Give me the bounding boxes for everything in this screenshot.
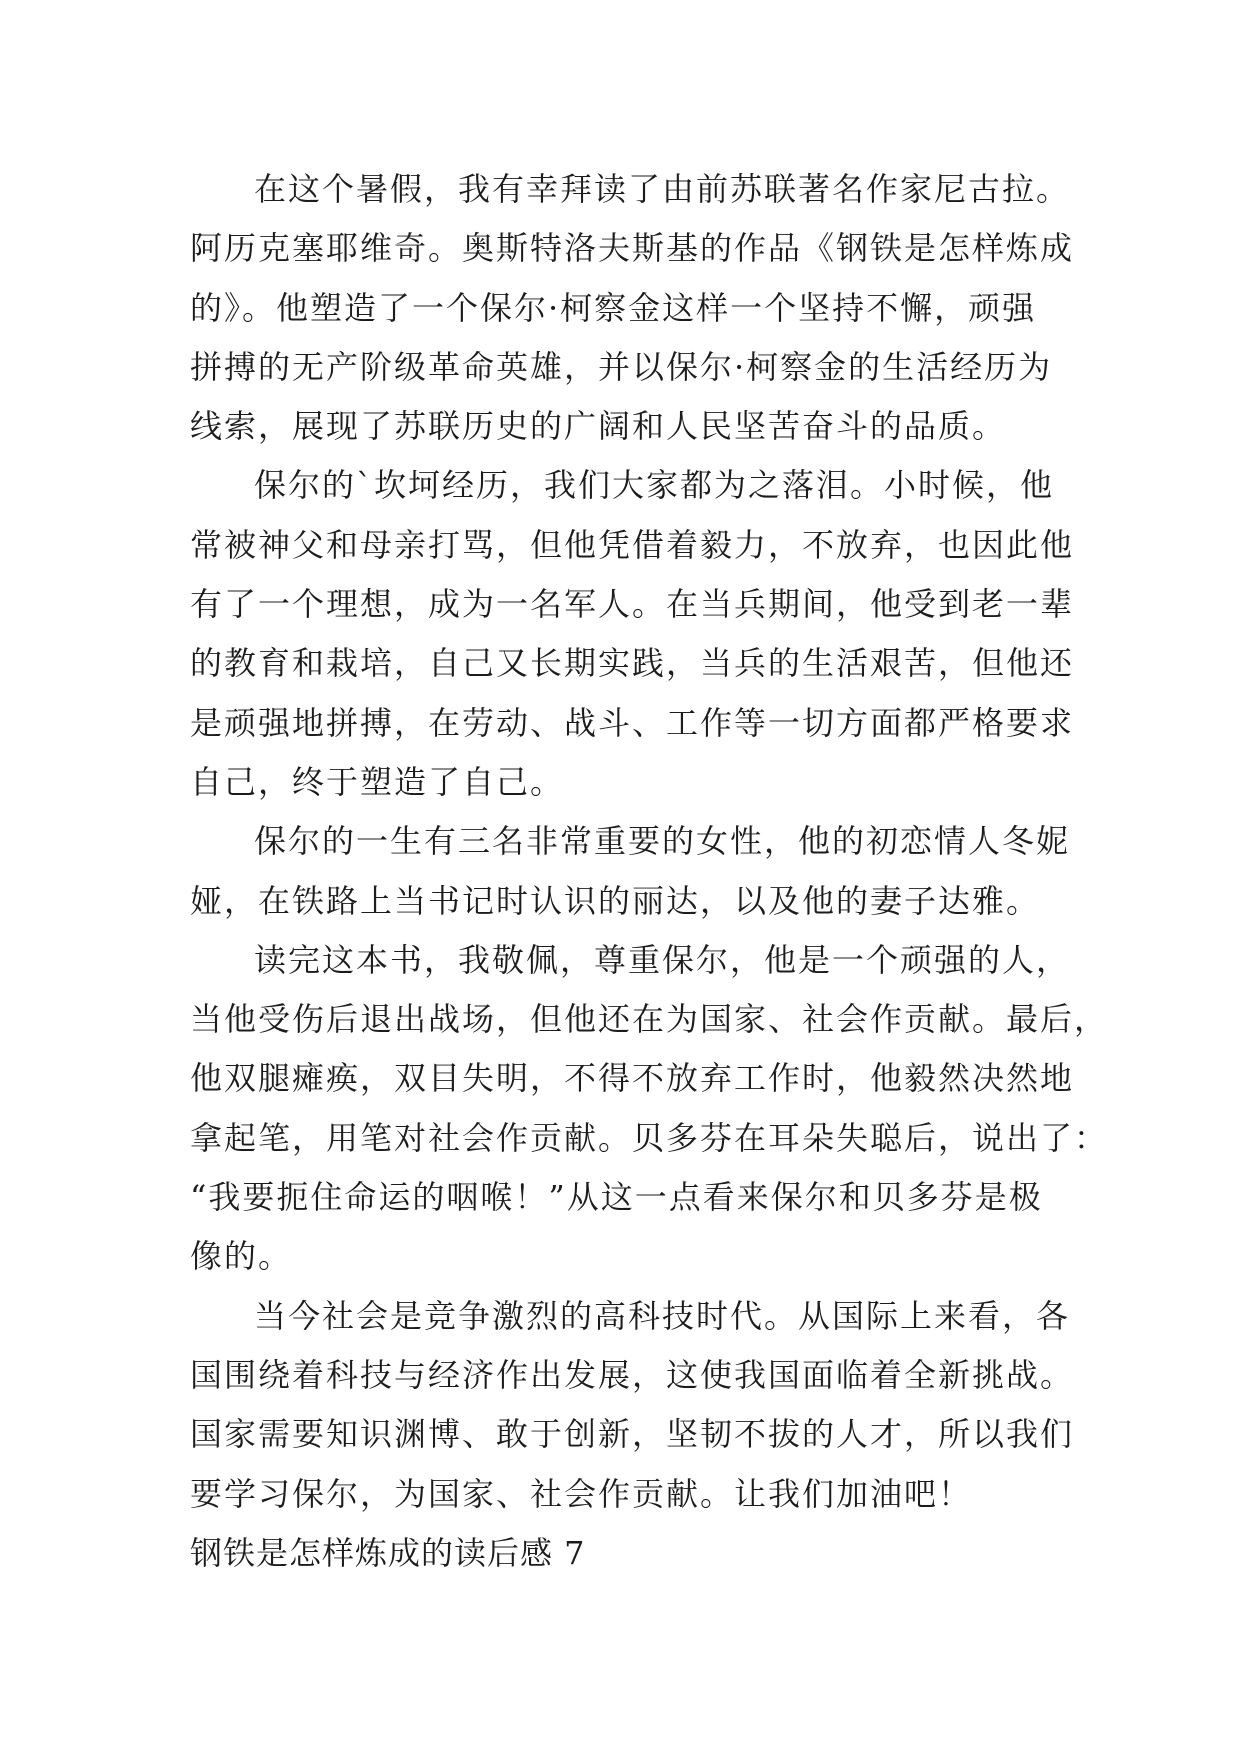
- paragraph-line: “我要扼住命运的咽喉！”从这一点看来保尔和贝多芬是极: [190, 1178, 1043, 1217]
- paragraph-line: 当今社会是竞争激烈的高科技时代。从国际上来看，各: [254, 1296, 1071, 1335]
- paragraph-line: 常被神父和母亲打骂，但他凭借着毅力，不放弃，也因此他: [190, 525, 1075, 564]
- paragraph-5: [190, 1287, 1075, 1524]
- paragraph-line: 国围绕着科技与经济作出发展，这使我国面临着全新挑战。: [190, 1355, 1075, 1394]
- paragraph-2: [190, 456, 1075, 812]
- paragraph-line: 线索，展现了苏联历史的广阔和人民坚苦奋斗的品质。: [190, 407, 1007, 446]
- paragraph-line: 的教育和栽培，自己又长期实践，当兵的生活艰苦，但他还: [190, 644, 1075, 683]
- paragraph-line: 的》。他塑造了一个保尔·柯察金这样一个坚持不懈，顽强: [190, 288, 1037, 327]
- paragraph-line: 是顽强地拼搏，在劳动、战斗、工作等一切方面都严格要求: [190, 703, 1075, 742]
- paragraph-line: 他双腿瘫痪，双目失明，不得不放弃工作时，他毅然决然地: [190, 1059, 1075, 1098]
- paragraph-3: [190, 812, 1070, 931]
- paragraph-line: 国家需要知识渊博、敢于创新，坚韧不拔的人才，所以我们: [190, 1415, 1075, 1454]
- document-body: [190, 160, 1109, 1583]
- paragraph-line: 拼搏的无产阶级革命英雄，并以保尔·柯察金的生活经历为: [190, 347, 1053, 386]
- paragraph-4: [190, 931, 1109, 1287]
- paragraph-line: 拿起笔，用笔对社会作贡献。贝多芬在耳朵失聪后，说出了：: [190, 1118, 1109, 1157]
- paragraph-line: 要学习保尔，为国家、社会作贡献。让我们加油吧！: [190, 1474, 973, 1513]
- paragraph-1: [190, 160, 1075, 456]
- paragraph-line: 自己，终于塑造了自己。: [190, 762, 565, 801]
- next-section-heading: 钢铁是怎样炼成的读后感 7: [190, 1533, 586, 1572]
- paragraph-line: 在这个暑假，我有幸拜读了由前苏联著名作家尼古拉。: [254, 170, 1071, 208]
- paragraph-line: 当他受伤后退出战场，但他还在为国家、社会作贡献。最后，: [190, 1000, 1109, 1039]
- paragraph-line: 读完这本书，我敬佩，尊重保尔，他是一个顽强的人，: [254, 940, 1071, 979]
- paragraph-line: 有了一个理想，成为一名军人。在当兵期间，他受到老一辈: [190, 585, 1075, 624]
- paragraph-line: 保尔的一生有三名非常重要的女性，他的初恋情人冬妮: [254, 822, 1071, 861]
- paragraph-line: 阿历克塞耶维奇。奥斯特洛夫斯基的作品《钢铁是怎样炼成: [190, 229, 1075, 268]
- paragraph-line: 像的。: [190, 1237, 293, 1276]
- paragraph-line: 娅，在铁路上当书记时认识的丽达，以及他的妻子达雅。: [190, 881, 1041, 920]
- paragraph-line: 保尔的`坎坷经历，我们大家都为之落泪。小时候，他: [254, 466, 1055, 505]
